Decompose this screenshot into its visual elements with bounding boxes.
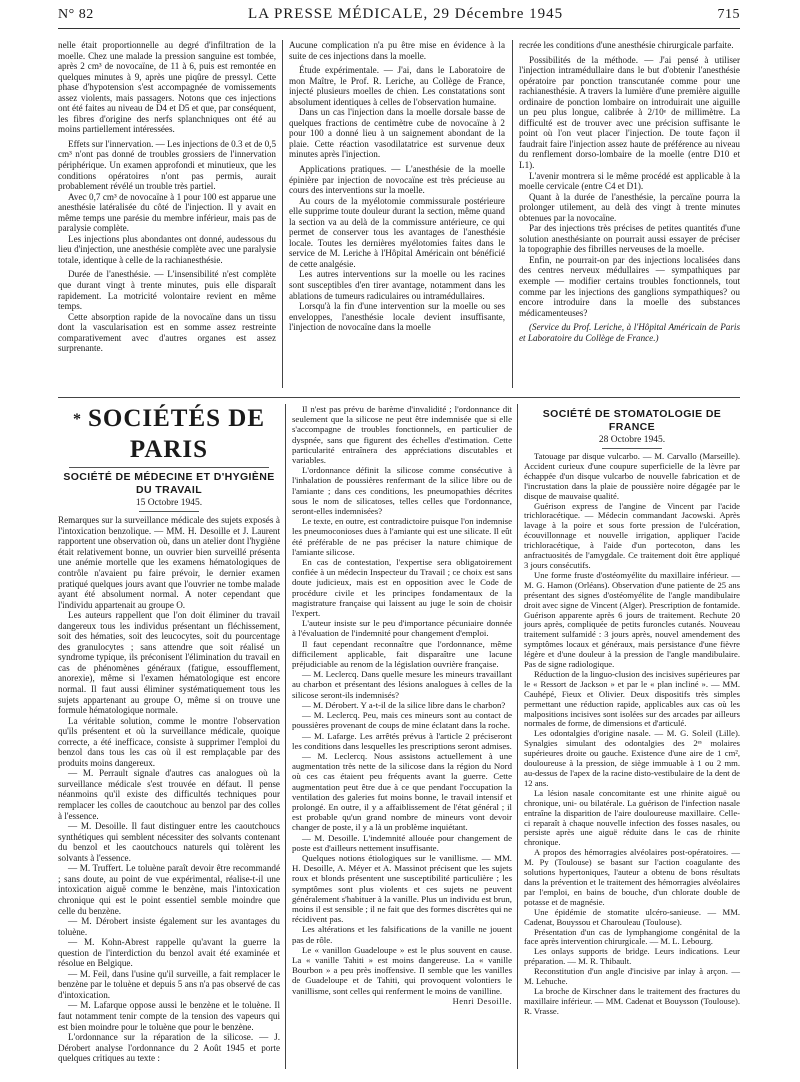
paragraph: Les auteurs rappellent que l'on doit éliminer du travail dangereux tous les individus présentant un fléchissement, soit des hématies, soit des leucocytes, soit du pourcentage des granulocytes ; sans attendre que soit réalisé un syndrome typique, ils préconisent l'élimination du travail en cas de phénomènes généraux (fatigue, essoufflement, anorexie), même si l'examen hématologique est encore normal. Il faut aussi éliminer systématiquement tous les sujets appartenant au groupe O, même si on trouve une formule hématologique normale. — [58, 610, 280, 716]
paragraph: Avec 0,7 cm³ de novocaïne à 1 pour 100 est apparue une anesthésie latéralisée du côté de l'injection. Il y avait en même temps une parésie du membre inférieur, mais pas de paralysie complète. — [58, 191, 276, 234]
paragraph: — M. Dérobert. Y a-t-il de la silice libre dans le charbon? — [302, 699, 506, 710]
paragraph: Les odontalgies d'origine nasale. — M. G. Soleil (Lille). Synalgies simulant des odontalgies des 2ᵉˢ molaires supérieures droite ou gauche. Existence d'une aire de 1 cm², douloureuse à la pression, de siège immuable à 1 ou 2 mm. au-dessus de l'apex de la racine disto-vestibulaire de la dent de 12 ans. — [524, 728, 740, 788]
paragraph: — M. Perrault signale d'autres cas analogues où la surveillance médicale s'est trouvée en défaut. Il pense néanmoins qu'il existe des difficultés techniques pour remplacer les colles de caoutchouc au benzol par des colles à l'essence. — [58, 768, 280, 821]
issue-number: N° 82 — [58, 7, 94, 22]
society-title: SOCIÉTÉ DE MÉDECINE ET D'HYGIÈNE DU TRAVAIL — [63, 471, 275, 497]
page-number: 715 — [717, 7, 740, 22]
journal-title-line — [248, 6, 563, 23]
service-note: (Service du Prof. Leriche, à l'Hôpital Américain de Paris et Laboratoire du Collège de France.) — [519, 322, 740, 343]
paragraph: — M. Truffert. Le toluène paraît devoir être recommandé ; sans doute, au point de vue expérimental, réalise-t-il une intoxication aiguë comme le benzène, mais l'intoxication chronique qui est le point essentiel semble moindre que celle du benzène. — [58, 863, 280, 916]
paragraph: L'ordonnance sur la réparation de la silicose. — J. Dérobert analyse l'ordonnance du 2 Août 1945 et porte quelques critiques au texte : — [58, 1032, 280, 1064]
paragraph: recrée les conditions d'une anesthésie chirurgicale parfaite. — [519, 40, 734, 50]
paragraph: Au cours de la myélotomie commissurale postérieure elle supprime toute douleur durant la section, même quand la section va au delà de la commissure antérieure, ce qui permet de conserver tous les avantages de l'anesthésie locale. Toutes les dernières myélotomies faites dans le service de M. Leriche à l'Hôpital Américain ont bénéficié de cette analgésie. — [289, 195, 505, 269]
date-rule — [139, 511, 199, 512]
bottom-column-3 — [524, 404, 740, 1017]
asterisk-icon: * — [72, 411, 82, 429]
paragraph: Étude expérimentale. — J'ai, dans le Laboratoire de mon Maître, le Prof. R. Leriche, au Collège de France, injecté plusieurs moelles de chien. Les constatations sont absolument identiques à celles de l'observation humaine. — [289, 65, 505, 107]
paragraph: — M. Dérobert insiste également sur les avantages du toluène. — [58, 916, 280, 937]
paragraph: Il faut cependant reconnaître que l'ordonnance, même difficilement applicable, fait disparaître une lacune préjudiciable au renom de la législation ouvrière française. — [292, 638, 512, 670]
paragraph: — M. Leclercq. Dans quelle mesure les mineurs travaillant au charbon et présentant des lésions analogues à celles de la silicose seront-ils indemnisés? — [292, 669, 512, 700]
paragraph: Les altérations et les falsifications de la vanille ne jouent pas de rôle. — [292, 924, 512, 945]
paragraph: Aucune complication n'a pu être mise en évidence à la suite de ces injections dans la moelle. — [289, 40, 505, 61]
column-divider — [517, 404, 518, 1069]
session-date: 15 Octobre 1945. — [135, 498, 203, 509]
paragraph: Lorsqu'à la fin d'une intervention sur la moelle ou ses enveloppes, l'anesthésie locale devient insuffisante, l'injection de novocaïne dans la moelle — [289, 301, 505, 333]
paragraph: Par des injections très précises de petites quantités d'une solution anesthésiante on pourrait aussi essayer de préciser la topographie des fibrilles nerveuses de la moelle. — [519, 223, 740, 255]
paragraph: L'auteur insiste sur le peu d'importance pécuniaire donnée à l'évaluation de l'indemnité pour changement d'emploi. — [292, 618, 512, 639]
column-divider — [282, 40, 283, 388]
running-header — [58, 6, 740, 28]
paragraph: — M. Kohn-Abrest rappelle qu'avant la guerre la question de l'interdiction du benzol avait été examinée et résolue en Belgique. — [58, 937, 280, 969]
paragraph: Possibilités de la méthode. — J'ai pensé à utiliser l'injection intramédullaire dans le but d'obtenir l'anesthésie opératoire par ponction transcutanée comme pour une rachianesthésie. A travers la lumière d'une première aiguille ordinaire de ponction lombaire on introduirait une aiguille un peu plus longue, calibrée à 2/10ᵉ de millimètre. La difficulté est de trouver avec une précision suffisante le point où l'on veut placer l'injection. De toute façon il faudrait faire l'injection assez haute de préférence au niveau du renflement dorso-lombaire de la moelle (entre D10 et L1). — [519, 54, 740, 171]
journal-title: LA PRESSE MÉDICALE, — [248, 6, 429, 22]
column-divider — [512, 40, 513, 388]
section-title — [58, 404, 280, 465]
paragraph: nelle était proportionnelle au degré d'infiltration de la moelle. Chez une malade la pression sanguine est tombée, après 2 cm³ de novocaïne, de 11 à 6, puis est remontée en quelques minutes à 9, après une piqûre de pressyl. Cette phase d'hypotension s'est accompagnée de vomissements assez violents, mais passagers. Notons que ces injections ont été faites au niveau de D4 et D5 et que, par conséquent, les fibres d'origine des nerfs splanchniques ont été au moins partiellement intéressées. — [58, 40, 276, 135]
paragraph: Quelques notions étiologiques sur le vanillisme. — MM. H. Desoille, A. Méyer et A. Massinot précisent que les sujets roux et blonds présentent une susceptibilité particulière ; les symptômes sont plus violents et ces sujets ne peuvent généralement s'habituer à la vanille. Plus un individu est brun, moins il est sensible ; il ne fait que des formes discrètes qui ne récidivent pas. — [292, 852, 512, 925]
paragraph: Il n'est pas prévu de barème d'invalidité ; l'ordonnance dit seulement que la silicose ne peut être indemnisée que si elle s'accompagne de troubles fonctionnels, en particulier de dyspnée, sans que figurent des échelles d'estimation. Cette particularité entraînera des appréciations discutables et variables. — [292, 404, 512, 466]
paragraph: Cette absorption rapide de la novocaïne dans un tissu dont la vascularisation est en somme assez restreinte comparativement avec d'autres organes est assez surprenante. — [58, 311, 276, 354]
paragraph: Le texte, en outre, est contradictoire puisque l'on indemnise les pneumoconioses dues à l'amiante qui est une silicate. Il eût été préférable de ne pas préciser la nature chimique de l'amiante silicose. — [292, 516, 512, 557]
paragraph: Remarques sur la surveillance médicale des sujets exposés à l'intoxication benzolique. — MM. H. Desoille et J. Laurent rapportent une observation où, dans un atelier dont l'hygiène était relativement bonne, un ouvrier bien surveillé présenta une anémie mortelle que les examens hématologiques de contrôle n'avaient pu faire prévoir, le dernier examen pratiqué quelques jours avant que l'ouvrier ne tombe malade ayant été absolument normal. A noter cependant que l'individu appartenait au groupe O. — [58, 515, 280, 610]
paragraph: L'ordonnance définit la silicose comme consécutive à l'inhalation de poussières renfermant de la silice libre ou de l'amiante ; dans ces conditions, les pneumopathies décrites sous le nom de silicatoses, telles celles que l'ordonnance, seront-elles indemnisées? — [292, 465, 512, 517]
paragraph: La broche de Kirschner dans le traitement des fractures du maxillaire inférieur. — MM. Cadenat et Bouysson (Toulouse). R. Vrasse. — [524, 985, 740, 1016]
paragraph: La lésion nasale concomitante est une rhinite aiguë ou chronique, uni- ou bilatérale. La guérison de l'infection nasale entraîne la disparition de l'aire douloureuse maxillaire. Celle-ci reparaît à chaque nouvelle infection des fosses nasales, ou persiste après une aiguë réduite dans le cas de rhinite chronique. — [524, 787, 740, 848]
paragraph: — M. Lafarque oppose aussi le benzène et le toluène. Il faut notamment tenir compte de la tension des vapeurs qui est bien moindre pour le toluène que pour le benzène. — [58, 1000, 280, 1032]
top-column-3 — [519, 40, 740, 343]
paragraph: Applications pratiques. — L'anesthésie de la moelle épinière par injection de novocaïne est très précieuse au cours des interventions sur la moelle. — [289, 164, 505, 196]
paragraph: Durée de l'anesthésie. — L'insensibilité n'est complète que durant vingt à trente minutes, puis elle disparaît rapidement. La motricité volontaire revient en même temps. — [58, 269, 276, 312]
paragraph: Présentation d'un cas de lymphangiome congénital de la face après intervention chirurgicale. — M. L. Lebourg. — [524, 926, 740, 947]
header-rule — [58, 28, 740, 29]
paragraph: — M. Leclercq. Nous assistons actuellement à une augmentation très nette de la silicose dans la région du Nord où ces cas étaient peu fréquents avant la guerre. Cette augmentation peut être due à ce que pendant l'occupation la ventilation des galeries fut moins bonne, le travail intensif et prolongé. En outre, il y a affaiblissement de l'état général ; il est probable qu'un grand nombre de mineurs vont devoir changer de poste, il y a là un problème inquiétant. — [292, 750, 512, 833]
session-date: 28 Octobre 1945. — [598, 435, 666, 445]
paragraph: Réduction de la linguo-clusion des incisives supérieures par le « Ressort de Jackson » et par le « plan incliné ». — MM. Cauhépé, Fieux et Olivier. Deux dispositifs très simples permettant une réduction rapide, applicables aux cas où les malpositions incisives sont isolées sur des arcades par ailleurs normales de forme, de dimensions et d'articulé. — [524, 668, 740, 729]
bottom-column-1 — [58, 404, 280, 1064]
date-rule — [602, 448, 662, 449]
section-title-text: SOCIÉTÉS DE PARIS — [87, 405, 266, 464]
paragraph: L'avenir montrera si le même procédé est applicable à la moelle cervicale (entre C4 et D1). — [519, 170, 740, 192]
signature: Henri Desoille. — [452, 995, 512, 1006]
paragraph: — M. Desoille. Il faut distinguer entre les caoutchoucs synthétiques qui semblent nécessiter des solvants contenant du benzol et les caoutchoucs naturels qui tolèrent les solvants à l'essence. — [58, 821, 280, 863]
paragraph: — M. Lafarge. Les arrêtés prévus à l'article 2 préciseront les conditions dans lesquelles les prescriptions seront admises. — [292, 730, 512, 751]
paragraph: Une forme fruste d'ostéomyélite du maxillaire inférieur. — M. G. Hamon (Orléans). Observation d'une patiente de 25 ans présentant des signes d'ostéomyélite de l'angle mandibulaire droit avec signe de Vincent (Alger). Prescription de fontamide. Guérison apparente après 6 jours de traitement. Rechute 20 jours après, compliquée de petits furoncles cutanés. Nouveau traitement sulfamidé : 3 jours après, nouvel amendement des symptômes locaux et généraux, mais persistance d'une fièvre légère et d'une douleur à la pression de l'angle mandibulaire. Pas de signe radiologique. — [524, 569, 741, 670]
paragraph: Quant à la durée de l'anesthésie, la percaïne pourra la prolonger utilement, au delà des vingt à trente minutes obtenues par la novocaïne. — [519, 191, 740, 223]
paragraph: — M. Desoille. L'indemnité allouée pour changement de poste est d'ailleurs nettement insuffisante. — [292, 832, 512, 853]
paragraph: La véritable solution, comme le montre l'observation qu'ils présentent et où la surveillance médicale, quoique correcte, a été inefficace, consiste à supprimer l'emploi du benzol dans tous les cas où il est remplaçable par des produits moins dangereux. — [58, 715, 280, 768]
column-divider — [285, 404, 286, 1069]
paragraph: — M. Feil, dans l'usine qu'il surveille, a fait remplacer le benzène par le toluène et depuis 5 ans n'a pas observé de cas d'intoxication. — [58, 968, 280, 1000]
issue-date: 29 Décembre 1945 — [433, 6, 564, 22]
paragraph: Guérison express de l'angine de Vincent par l'acide trichloracétique. — Médecin commandant Jacowski. Après lavage à la poire et sous forte pression de l'ulcération, écouvillonnage et nouvelle irrigation, appliquer l'acide trichloracétique, à l'aide d'un portecoton, dans les anfractuosités de l'amygdale. Ce traitement doit être appliqué 3 jours consécutifs. — [524, 500, 740, 570]
paragraph: Le « vanillon Guadeloupe » est le plus souvent en cause. La « vanille Tahiti » est moins dangereuse. La « vanille Bourbon » a peu près inoffensive. Il semble que les vanilles de Guadeloupe et de Tahiti, qui provoquent volontiers le vanillisme, sont celles qui renferment le moins de vanilline. — [292, 944, 512, 996]
society-title: SOCIÉTÉ DE STOMATOLOGIE DE FRANCE — [542, 408, 722, 433]
paragraph: Une épidémie de stomatite ulcéro-sanieuse. — MM. Cadenat, Bouyssou et Charouleau (Toulouse). — [524, 906, 740, 927]
title-rule — [69, 467, 269, 468]
paragraph: En cas de contestation, l'expertise sera obligatoirement confiée à un médecin Inspecteur du Travail ; ce choix est sans doute judicieux, mais est en opposition avec le Code de procédure civile et les principes fondamentaux de la magistrature française qui laissent au juge le soin de choisir l'expert. — [292, 557, 512, 619]
paragraph: Les injections plus abondantes ont donné, audessous du lieu d'injection, une anesthésie complète avec une paralysie totale, identique à celle de la rachianesthésie. — [58, 233, 276, 265]
paragraph: Dans un cas l'injection dans la moelle dorsale basse de quelques fractions de centimètre cube de novocaïne à 2 pour 100 a donné lieu à un saignement abondant de la plaie. Cette réaction vasodilatatrice est survenue deux minutes après l'injection. — [289, 107, 505, 160]
paragraph: Les autres interventions sur la moelle ou les racines sont susceptibles d'en tirer avantage, notamment dans les ablations de tumeurs radiculaires ou intramédullaires. — [289, 269, 505, 301]
top-column-2 — [289, 40, 505, 333]
paragraph: Les onlays supports de bridge. Leurs indications. Leur préparation. — M. R. Thibault. — [524, 946, 740, 967]
section-divider — [58, 397, 740, 398]
paragraph: Tatouage par disque vulcarbo. — M. Carvallo (Marseille). Accident curieux d'une coupure superficielle de la lèvre par échappée d'un disque vulcarbo de nouvelle fabrication et de l'incrustation dans la plaie de poussière noire dégagée par le disque de mauvaise qualité. — [524, 451, 740, 501]
paragraph: — M. Leclercq. Peu, mais ces mineurs sont au contact de poussières provenant de coups de mine éclatant dans la roche. — [292, 710, 512, 731]
top-column-1 — [58, 40, 276, 354]
paragraph: Enfin, ne pourrait-on par des injections localisées dans des centres nerveux médullaires — sympathiques par exemple — modifier certains troubles fonctionnels, tout comme par les injections des ganglions sympathiques? ou encore introduire dans la moelle des substances médicamenteuses? — [519, 254, 740, 318]
paragraph: Reconstitution d'un angle d'incisive par inlay à arçon. — M. Lehuche. — [524, 966, 740, 987]
bottom-column-2 — [292, 404, 512, 1006]
paragraph: A propos des hémorragies alvéolaires post-opératoires. — M. Py (Toulouse) se basant sur l'action coagulante des solutions hypertoniques, l'auteur a obtenu de bons résultats dans la prévention et le traitement des hémorragies alvéolaires par l'emploi, en bains de bouche, d'un chlorate double de potasse et de magnésie. — [524, 847, 740, 907]
paragraph: Effets sur l'innervation. — Les injections de 0.3 et de 0,5 cm³ n'ont pas donné de troubles grossiers de l'innervation périphérique. Un examen approfondi et minutieux, que les conditions opératoires n'ont pas permis, aurait probablement révélé un trouble très partiel. — [58, 138, 277, 192]
